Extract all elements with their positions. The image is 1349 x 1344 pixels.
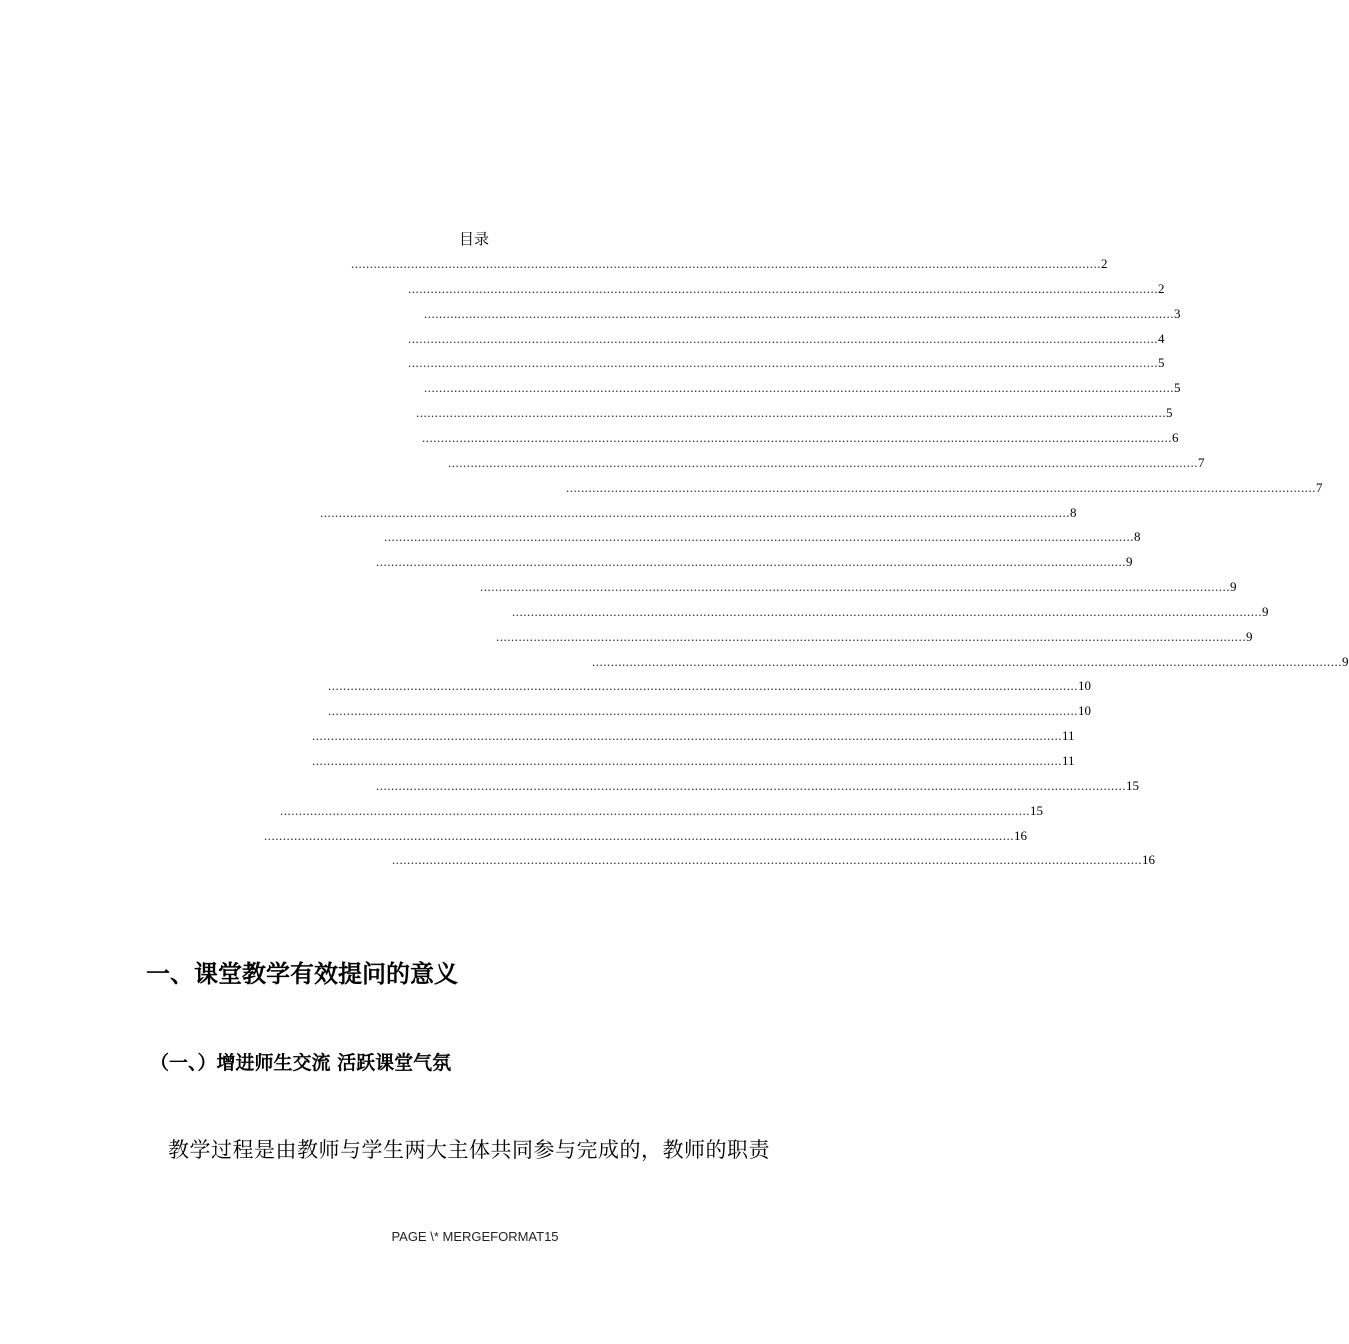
toc-entry[interactable] [320,501,1077,521]
toc-page-number: 7 [1198,455,1205,470]
toc-leader-dots: ........................................................................................................................................................................................................ [264,828,1014,843]
toc-leader-dots: ........................................................................................................................................................................................................ [408,331,1158,346]
subsection-heading: （一、）增进师生交流 活跃课堂气氛 [150,1052,452,1074]
toc-leader-dots: ........................................................................................................................................................................................................ [328,703,1078,718]
toc-leader-dots: ........................................................................................................................................................................................................ [496,629,1246,644]
toc-leader-dots: ........................................................................................................................................................................................................ [312,753,1062,768]
toc-page-number: 10 [1078,678,1091,693]
toc-page-number: 11 [1062,728,1075,743]
toc-leader-dots: ........................................................................................................................................................................................................ [448,455,1198,470]
toc-page-number: 2 [1101,256,1108,271]
toc-page-number: 5 [1166,405,1173,420]
toc-entry[interactable] [408,327,1165,347]
toc-entry[interactable] [448,451,1205,471]
toc-page-number: 2 [1158,281,1165,296]
toc-page-number: 9 [1230,579,1237,594]
toc-leader-dots: ........................................................................................................................................................................................................ [376,778,1126,793]
toc-page-number: 8 [1134,529,1141,544]
toc-entry[interactable] [422,426,1179,446]
toc-leader-dots: ........................................................................................................................................................................................................ [376,554,1126,569]
toc-entry[interactable] [264,824,1027,844]
toc-leader-dots: ........................................................................................................................................................................................................ [416,405,1166,420]
toc-page-number: 6 [1172,430,1179,445]
page-footer: PAGE \* MERGEFORMAT15 [391,1229,559,1244]
toc-leader-dots: ........................................................................................................................................................................................................ [328,678,1078,693]
toc-leader-dots: ........................................................................................................................................................................................................ [422,430,1172,445]
toc-page-number: 9 [1126,554,1133,569]
toc-leader-dots: ........................................................................................................................................................................................................ [424,306,1174,321]
toc-leader-dots: ........................................................................................................................................................................................................ [320,505,1070,520]
toc-entry[interactable] [592,650,1349,670]
toc-page-number: 16 [1142,852,1155,867]
toc-entry[interactable] [566,476,1323,496]
toc-page-number: 5 [1174,380,1181,395]
toc-leader-dots: ........................................................................................................................................................................................................ [384,529,1134,544]
toc-page-number: 15 [1126,778,1139,793]
toc-leader-dots: ........................................................................................................................................................................................................ [592,654,1342,669]
toc-page-number: 7 [1316,480,1323,495]
toc-entry[interactable] [408,351,1165,371]
toc-entry[interactable] [424,376,1181,396]
toc-page-number: 10 [1078,703,1091,718]
section-heading: 一、课堂教学有效提问的意义 [146,959,458,988]
toc-page-number: 8 [1070,505,1077,520]
toc-leader-dots: ........................................................................................................................................................................................................ [351,256,1101,271]
toc-entry[interactable] [384,525,1141,545]
toc-page-number: 9 [1246,629,1253,644]
toc-entry[interactable] [312,749,1075,769]
toc-entry[interactable] [376,774,1139,794]
toc-page-number: 11 [1062,753,1075,768]
toc-page-number: 4 [1158,331,1165,346]
toc-entry[interactable] [392,848,1155,868]
toc-title: 目录 [459,230,490,248]
toc-leader-dots: ........................................................................................................................................................................................................ [566,480,1316,495]
toc-entry[interactable] [328,674,1091,694]
toc-leader-dots: ........................................................................................................................................................................................................ [480,579,1230,594]
toc-page-number: 3 [1174,306,1181,321]
toc-entry[interactable] [496,625,1253,645]
toc-entry[interactable] [351,252,1108,272]
toc-page-number: 16 [1014,828,1027,843]
toc-entry[interactable] [328,699,1091,719]
toc-leader-dots: ........................................................................................................................................................................................................ [392,852,1142,867]
toc-page-number: 15 [1030,803,1043,818]
toc-page-number: 5 [1158,355,1165,370]
body-paragraph: 教学过程是由教师与学生两大主体共同参与完成的，教师的职责 [168,1138,770,1162]
toc-leader-dots: ........................................................................................................................................................................................................ [424,380,1174,395]
toc-leader-dots: ........................................................................................................................................................................................................ [312,728,1062,743]
toc-page-number: 9 [1262,604,1269,619]
toc-entry[interactable] [408,277,1165,297]
toc-entry[interactable] [312,724,1075,744]
toc-leader-dots: ........................................................................................................................................................................................................ [280,803,1030,818]
toc-entry[interactable] [280,799,1043,819]
toc-entry[interactable] [416,401,1173,421]
toc-page-number: 9 [1342,654,1349,669]
toc-leader-dots: ........................................................................................................................................................................................................ [512,604,1262,619]
toc-entry[interactable] [480,575,1237,595]
toc-entry[interactable] [376,550,1133,570]
toc-entry[interactable] [424,302,1181,322]
toc-entry[interactable] [512,600,1269,620]
toc-leader-dots: ........................................................................................................................................................................................................ [408,281,1158,296]
toc-leader-dots: ........................................................................................................................................................................................................ [408,355,1158,370]
